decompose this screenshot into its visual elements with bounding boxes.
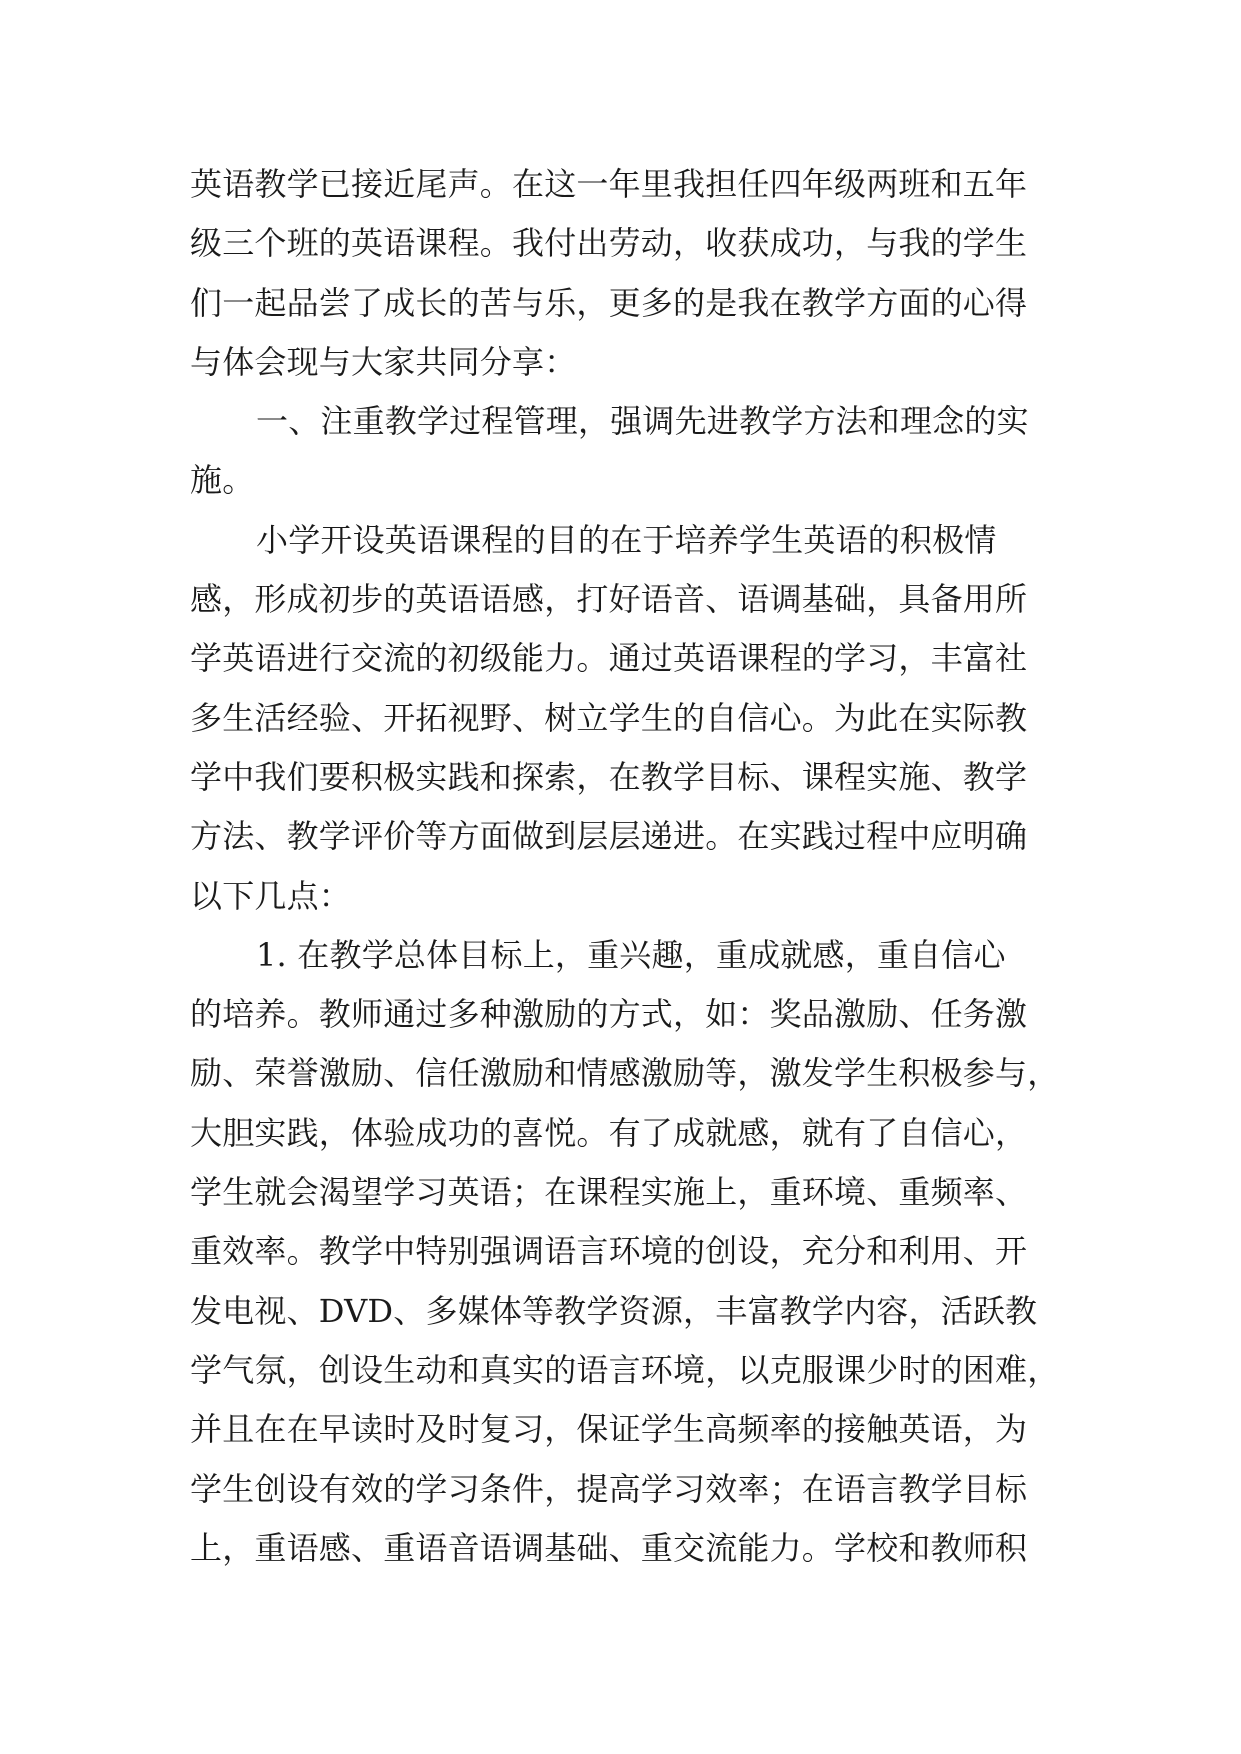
text-line: 学生就会渴望学习英语；在课程实施上，重环境、重频率、	[190, 1173, 1028, 1212]
text-line: 学英语进行交流的初级能力。通过英语课程的学习，丰富社	[190, 639, 1028, 678]
text-line: 发电视、DVD、多媒体等教学资源，丰富教学内容，活跃教	[190, 1291, 1038, 1330]
text-line: 级三个班的英语课程。我付出劳动，收获成功，与我的学生	[190, 224, 1028, 263]
text-line: 重效率。教学中特别强调语言环境的创设，充分和利用、开	[190, 1232, 1028, 1271]
text-line: 学中我们要积极实践和探索，在教学目标、课程实施、教学	[190, 757, 1028, 796]
text-line: 英语教学已接近尾声。在这一年里我担任四年级两班和五年	[190, 165, 1028, 203]
text-line: 学气氛，创设生动和真实的语言环境，以克服课少时的困难，	[190, 1350, 1060, 1389]
text-line: 励、荣誉激励、信任激励和情感激励等，激发学生积极参与，	[190, 1054, 1060, 1093]
text-line: 与体会现与大家共同分享：	[190, 342, 577, 381]
text-line: 的培养。教师通过多种激励的方式，如：奖品激励、任务激	[190, 995, 1028, 1034]
text-line: 施。	[190, 461, 255, 500]
text-line: 们一起品尝了成长的苦与乐，更多的是我在教学方面的心得	[190, 283, 1028, 322]
text-line: 学生创设有效的学习条件，提高学习效率；在语言教学目标	[190, 1469, 1028, 1508]
text-line: 大胆实践，体验成功的喜悦。有了成就感，就有了自信心，	[190, 1113, 1028, 1152]
text-line: 并且在在早读时及时复习，保证学生高频率的接触英语，为	[190, 1410, 1028, 1449]
section-heading: 一、注重教学过程管理，强调先进教学方法和理念的实	[256, 402, 1029, 441]
text-line: 方法、教学评价等方面做到层层递进。在实践过程中应明确	[190, 817, 1028, 856]
text-line: 以下几点：	[190, 876, 352, 915]
text-line: 感，形成初步的英语语感，打好语音、语调基础，具备用所	[190, 580, 1028, 619]
text-line: 上，重语感、重语音语调基础、重交流能力。学校和教师积	[190, 1528, 1028, 1567]
paragraph-start: 小学开设英语课程的目的在于培养学生英语的积极情	[256, 520, 997, 559]
text-line: 多生活经验、开拓视野、树立学生的自信心。为此在实际教	[190, 698, 1028, 737]
body-text	[190, 155, 1060, 1578]
numbered-item-start: 1. 在教学总体目标上，重兴趣，重成就感，重自信心	[256, 935, 1006, 974]
